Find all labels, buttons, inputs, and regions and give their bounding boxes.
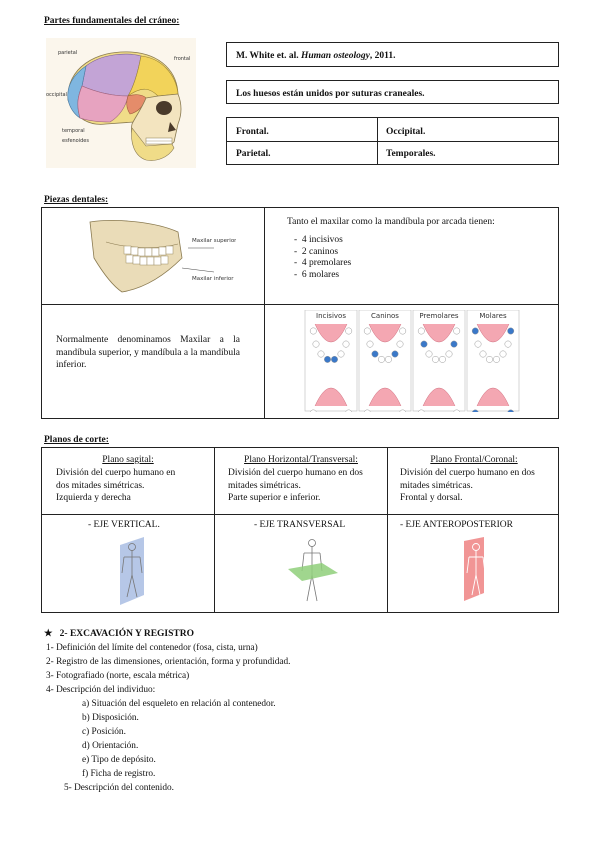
tooth-mark (364, 328, 370, 334)
step-item: 1- Definición del límite del contenedor (fosa, cista, urna) (46, 643, 258, 653)
plane-horizontal-text: División del cuerpo humano en dos mitades simétricas. Parte superior e inferior. (228, 468, 363, 503)
tooth-mark (367, 341, 373, 347)
reference-title: Human osteology (301, 51, 370, 61)
teeth-intro: Tanto el maxilar como la mandíbula por arcada tienen: (287, 217, 495, 227)
planes-heading: Planos de corte: (44, 435, 109, 445)
tooth-mark (385, 356, 391, 362)
teeth-item: - 6 molares (294, 269, 340, 280)
teeth-item: - 4 incisivos (294, 235, 343, 245)
teeth-table (41, 207, 559, 419)
substep-item: d) Orientación. (82, 741, 139, 751)
tooth-mark (439, 356, 445, 362)
jaw-illustration (86, 218, 236, 296)
step-item: 3- Fotografiado (norte, escala métrica) (46, 671, 190, 681)
planes-table (41, 447, 559, 613)
tooth-mark (372, 351, 378, 357)
reference-text (231, 48, 401, 64)
frontal-plane-figure (460, 535, 500, 607)
tooth-mark (508, 328, 514, 334)
teeth-item: - 2 caninos (294, 246, 339, 257)
label-frontal: frontal (174, 56, 191, 62)
tooth-mark (480, 351, 486, 357)
tooth-mark (446, 351, 452, 357)
excavation-heading (44, 628, 194, 639)
arch-panel-incisivos (305, 310, 357, 412)
plane-horizontal-title: Plano Horizontal/Transversal: (244, 455, 358, 465)
tooth-mark (451, 341, 457, 347)
substep-item: e) Tipo de depósito. (82, 755, 156, 765)
star-icon: ★ (44, 629, 53, 639)
skull-heading: Partes fundamentales del cráneo: (44, 16, 180, 26)
label-maxilar-inferior: Maxilar inferior (192, 276, 234, 282)
tooth-mark (378, 356, 384, 362)
skull-svg (46, 38, 196, 168)
mandible-note: Normalmente denominamos Maxilar a la mandíbula superior, y mandíbula a la mandíbula inferior. (56, 335, 240, 370)
step-item: 2- Registro de las dimensiones, orientación, forma y profundidad. (46, 657, 291, 667)
arch-label: Molares (479, 312, 507, 320)
tooth-mark (505, 341, 511, 347)
substep-item: c) Posición. (82, 727, 126, 737)
teeth-item: - 4 premolares (294, 258, 352, 268)
arch-panel-caninos (359, 310, 411, 412)
tooth-mark (397, 341, 403, 347)
tooth-mark (432, 356, 438, 362)
jaw-svg (86, 218, 236, 296)
tooth-mark (313, 341, 319, 347)
label-parietal: parietal (58, 50, 78, 56)
substep-item: f) Ficha de registro. (82, 769, 156, 779)
arch-panel-molares (467, 310, 519, 412)
axis-vertical-label: - EJE VERTICAL. (88, 520, 160, 530)
bone-occipital: Occipital. (386, 127, 426, 137)
frontal-plane-shape (464, 537, 484, 601)
substep-item: a) Situación del esqueleto en relación al contenedor. (82, 699, 276, 709)
tooth-mark (493, 356, 499, 362)
step-item: 4- Descripción del individuo: (46, 685, 156, 695)
bone-parietal: Parietal. (236, 149, 271, 159)
sutures-note: Los huesos están unidos por suturas craneales. (236, 89, 425, 99)
tooth-mark (324, 356, 330, 362)
tooth-mark (500, 351, 506, 357)
tooth-mark (338, 351, 344, 357)
arch-label: Incisivos (316, 312, 346, 320)
excavation-title: 2- EXCAVACIÓN Y REGISTRO (59, 629, 195, 639)
bone-temporales: Temporales. (386, 149, 436, 159)
label-esfenoides: esfenoides (62, 138, 89, 144)
tooth-mark (472, 328, 478, 334)
plane-sagital-title: Plano sagital: (102, 455, 154, 465)
transversal-plane-shape (288, 563, 338, 581)
arch-label: Premolares (419, 312, 459, 320)
dental-arches-svg (304, 310, 520, 412)
plane-frontal-title: Plano Frontal/Coronal: (430, 455, 518, 465)
tooth-mark (392, 351, 398, 357)
sutures-box (226, 80, 559, 104)
reference-author: M. White et. al. (236, 51, 299, 61)
tooth-mark (343, 341, 349, 347)
tooth-mark (418, 328, 424, 334)
axis-transversal-label: - EJE TRANSVERSAL (254, 520, 346, 530)
axis-anteroposterior-label: - EJE ANTEROPOSTERIOR (400, 520, 513, 530)
tooth-mark (454, 328, 460, 334)
teeth-list (294, 235, 351, 281)
reference-year: , 2011. (369, 51, 396, 61)
tooth-mark (331, 356, 337, 362)
substep-item: b) Disposición. (82, 713, 139, 723)
tooth-mark (318, 351, 324, 357)
step-item-last: 5- Descripción del contenido. (64, 783, 174, 793)
label-maxilar-superior: Maxilar superior (192, 238, 236, 244)
transversal-plane-figure (282, 535, 342, 607)
arch-panel-premolares (413, 310, 465, 412)
tooth-mark (310, 328, 316, 334)
label-occipital: occipital (46, 92, 67, 98)
skull-illustration (46, 38, 196, 168)
tooth-mark (346, 328, 352, 334)
tooth-mark (475, 341, 481, 347)
tooth-mark (486, 356, 492, 362)
bone-frontal: Frontal. (236, 127, 269, 137)
bones-table (226, 117, 559, 165)
tooth-mark (421, 341, 427, 347)
dental-arches-chart (304, 310, 520, 412)
plane-sagital-text: División del cuerpo humano en dos mitades simétricas. Izquierda y derecha (56, 468, 176, 503)
tooth-mark (426, 351, 432, 357)
teeth-heading: Piezas dentales: (44, 195, 109, 205)
label-temporal: temporal (62, 128, 85, 134)
tooth-mark (400, 328, 406, 334)
plane-frontal-text: División del cuerpo humano en dos mitades simétricas. Frontal y dorsal. (400, 468, 535, 503)
sagital-plane-figure (114, 535, 154, 607)
arch-label: Caninos (371, 312, 399, 320)
reference-box (226, 42, 559, 67)
